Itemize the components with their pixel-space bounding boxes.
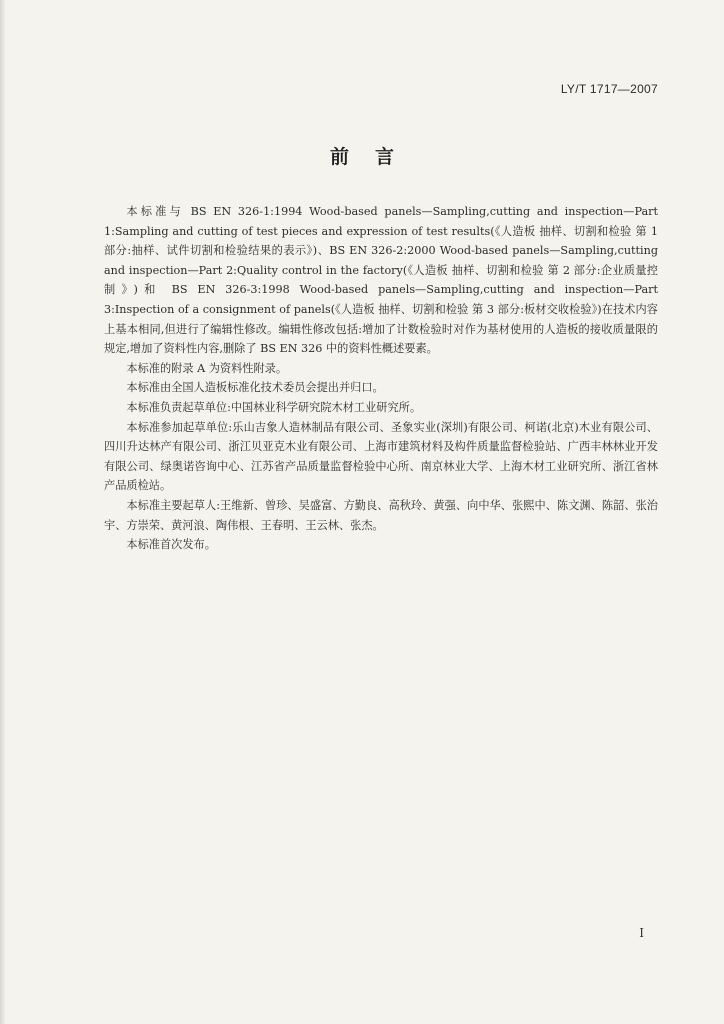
paragraph-appendix: 本标准的附录 A 为资料性附录。 [126,361,288,375]
paragraph-drafters: 本标准主要起草人:王维新、曾珍、吴盛富、方勤良、高秋玲、黄强、向中华、张熙中、陈文渊、陈韶、张治宇、方崇荣、黄河浪、陶伟根、王春明、王云林、张杰。 [104,498,658,532]
page-title: 前言 [329,146,420,168]
paragraph-lead-drafter: 本标准负责起草单位:中国林业科学研究院木材工业研究所。 [126,400,422,414]
paragraph-equivalence: 本标准与 BS EN 326-1:1994 Wood-based panels—Sampling,cutting and inspection—Part 1:Sampling and cutting of test pieces and expression of test results(《人造板 抽样、切割和检验 第 1 部分:抽样、试件切割和检验结果的表示》)、BS EN 326-2:2000 Wood-based panels—Sampling,cutting and inspection—Part 2:Quality control in the factory(《人造板 抽样、切割和检验 第 2 部分:企业质量控制》)和 BS EN 326-3:1998 Wood-based panels—Sampling,cutting and inspection—Part 3:Inspection of a consignment of panels(《人造板 抽样、切割和检验 第 3 部分:板材交收检验》)在技术内容上基本相同,但进行了编辑性修改。编辑性修改包括:增加了计数检验时对作为基材使用的人造板的接收质量限的规定,增加了资料性内容,删除了 BS EN 326 中的资料性概述要素。 [104,205,658,356]
paragraph-proposer: 本标准由全国人造板标准化技术委员会提出并归口。 [126,381,384,395]
foreword-body [104,202,658,555]
standard-code: LY/T 1717—2007 [560,82,658,96]
paragraph-first-issue: 本标准首次发布。 [126,538,216,552]
page-number: I [639,926,644,940]
paragraph-participants: 本标准参加起草单位:乐山吉象人造林制品有限公司、圣象实业(深圳)有限公司、柯诺(北京)木业有限公司、四川升达林产有限公司、浙江贝亚克木业有限公司、上海市建筑材料及构件质量监督检验站、广西丰林林业开发有限公司、绿奥诺咨询中心、江苏省产品质量监督检验中心所、南京林业大学、上海木材工业研究所、浙江省林产品质检站。 [104,420,658,493]
